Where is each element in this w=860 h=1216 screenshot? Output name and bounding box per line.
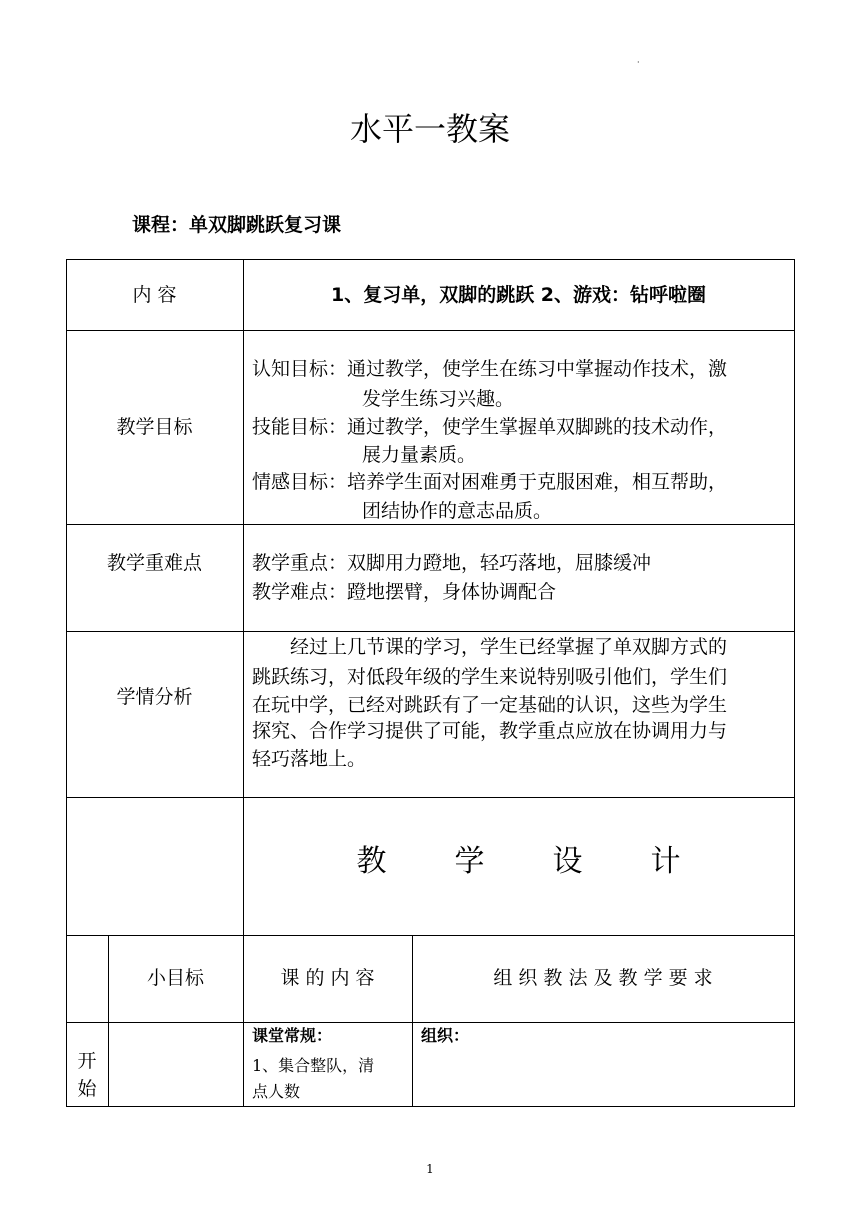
design-char: 教 [356, 844, 387, 879]
column-divider [108, 935, 109, 1107]
column-header-method: 组 织 教 法 及 教 学 要 求 [493, 967, 713, 989]
goal-line: 展力量素质。 [362, 444, 477, 466]
analysis-label: 学情分析 [116, 686, 193, 708]
keypoint-line: 教学重点：双脚用力蹬地，轻巧落地，屈膝缓冲 [252, 552, 652, 574]
table-border-top [66, 259, 795, 260]
keypoints-label: 教学重难点 [106, 552, 202, 574]
phase-start-char: 开 [77, 1050, 97, 1072]
analysis-line: 经过上几节课的学习，学生已经掌握了单双脚方式的 [290, 636, 728, 658]
row-divider [66, 797, 795, 798]
analysis-line: 探究、合作学习提供了可能，教学重点应放在协调用力与 [252, 720, 728, 742]
routine-line: 1、集合整队，清 [252, 1056, 375, 1075]
goal-line: 技能目标：通过教学，使学生掌握单双脚跳的技术动作， [252, 416, 728, 438]
design-char: 计 [650, 844, 681, 879]
organization-label: 组织： [421, 1026, 470, 1045]
design-char: 学 [454, 844, 485, 879]
analysis-line: 跳跃练习，对低段年级的学生来说特别吸引他们，学生们 [252, 666, 728, 688]
goal-line: 认知目标：通过教学，使学生在练习中掌握动作技术，激 [252, 358, 728, 380]
routine-title: 课堂常规： [252, 1026, 333, 1045]
analysis-line: 在玩中学，已经对跳跃有了一定基础的认识，这些为学生 [252, 694, 728, 716]
goal-line: 团结协作的意志品质。 [362, 500, 553, 522]
corner-dot: · [637, 58, 640, 67]
goal-line: 发学生练习兴趣。 [362, 388, 515, 410]
page-title: 水平一教案 [349, 110, 510, 148]
column-divider [412, 935, 413, 1107]
goal-line: 情感目标：培养学生面对困难勇于克服困难，相互帮助， [252, 471, 728, 493]
row-divider [66, 935, 795, 936]
design-heading [243, 836, 794, 880]
row-divider [66, 330, 795, 331]
content-value: 1、复习单，双脚的跳跃 2、游戏：钻呼啦圈 [330, 284, 707, 306]
course-line: 课程：单双脚跳跃复习课 [132, 214, 342, 236]
routine-line: 点人数 [252, 1082, 301, 1101]
column-header-goal: 小目标 [146, 967, 204, 989]
table-border-right [794, 259, 795, 1107]
phase-start-char: 始 [77, 1078, 97, 1100]
content-label: 内 容 [132, 284, 177, 306]
table-border-bottom [66, 1106, 795, 1107]
design-char: 设 [552, 844, 583, 879]
analysis-line: 轻巧落地上。 [252, 748, 367, 770]
row-divider [66, 1022, 795, 1023]
keypoint-line: 教学难点：蹬地摆臂，身体协调配合 [252, 581, 557, 603]
column-header-content: 课 的 内 容 [280, 967, 375, 989]
page-number: 1 [426, 1162, 434, 1176]
goals-label: 教学目标 [116, 416, 193, 438]
